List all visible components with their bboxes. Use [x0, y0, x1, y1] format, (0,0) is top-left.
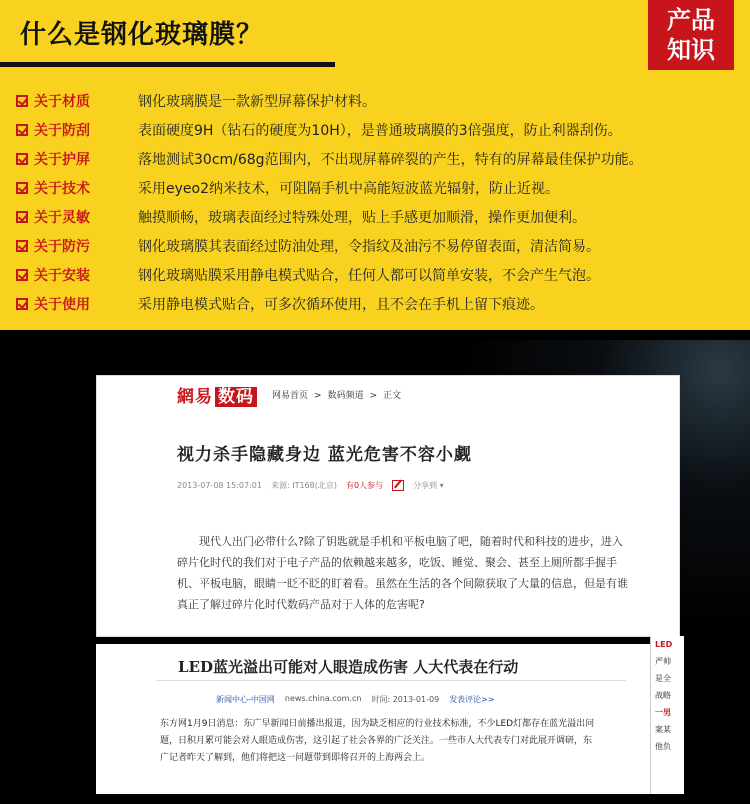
feature-text: 表面硬度9H（钻石的硬度为10H），是普通玻璃膜的3倍强度，防止利器刮伤。 [138, 122, 622, 139]
feature-row [16, 173, 736, 202]
sidebar-line: 严帅 [655, 657, 671, 666]
sidebar-line: 案某 [655, 725, 671, 734]
feature-row [16, 202, 736, 231]
article-title: 视力杀手隐藏身边 蓝光危害不容小觑 [177, 445, 472, 465]
feature-text: 采用静电模式贴合，可多次循环使用，且不会在手机上留下痕迹。 [138, 296, 544, 313]
share-button[interactable]: 分享到 ▾ [413, 481, 444, 490]
sidebar-line: 战略 [655, 691, 671, 700]
crumb-sep: > [369, 391, 378, 401]
clip-body: 东方网1月9日消息：东广早新闻日前播出报道，因为缺乏相应的行业技术标准，不少LED灯都存在蓝光溢出问题，日积月累可能会对人眼造成伤害，这引起了社会各界的广泛关注。一些市人大代表专门对此展开调研，东广记者昨天了解到，他们将把这一问题带到即将召开的上海两会上。 [160, 719, 595, 763]
feature-label: 关于材质 [34, 93, 90, 110]
site-header [177, 382, 404, 407]
article-paragraph: 现代人出门必带什么?除了钥匙就是手机和平板电脑了吧，随着时代和科技的进步，进入碎片化时代的我们对于电子产品的依赖越来越多，吃饭、睡觉、聚会、甚至上厕所都手握手机、平板电脑，眼睛一眨不眨的盯着看。虽然在生活的各个间隙获取了大量的信息，但是有谁真正了解过碎片化时代数码产品对于人体的危害呢? [177, 535, 628, 611]
title-underline [0, 62, 335, 67]
feature-text: 钢化玻璃膜其表面经过防油处理，令指纹及油污不易停留表面，清洁简易。 [138, 238, 600, 255]
feature-row [16, 115, 736, 144]
checkbox-icon [16, 182, 28, 194]
feature-row [16, 86, 736, 115]
participants-link[interactable]: 有0人参与 [345, 481, 384, 490]
article-date: 2013-07-08 15:07:01 [177, 481, 262, 490]
checkbox-icon [16, 211, 28, 223]
crumb-sep: > [314, 391, 322, 401]
news-clip-screenshot [96, 644, 680, 794]
site-logo[interactable] [177, 382, 257, 407]
feature-row [16, 144, 736, 173]
feature-text: 触摸顺畅，玻璃表面经过特殊处理，贴上手感更加顺滑，操作更加便利。 [138, 209, 586, 226]
checkbox-icon [16, 298, 28, 310]
crumb-home[interactable]: 网易首页 [272, 391, 309, 401]
clip-time: 时间: 2013-01-09 [371, 695, 440, 704]
feature-row [16, 231, 736, 260]
crumb-channel[interactable]: 数码频道 [327, 391, 364, 401]
edit-icon[interactable] [392, 480, 404, 491]
clip-domain: news.china.com.cn [284, 694, 362, 703]
crumb-current: 正文 [383, 391, 402, 401]
feature-list [16, 86, 736, 318]
checkbox-icon [16, 240, 28, 252]
feature-label: 关于技术 [34, 180, 90, 197]
feature-text: 落地测试30cm/68g范围内，不出现屏幕碎裂的产生，特有的屏幕最佳保护功能。 [138, 151, 643, 168]
feature-label: 关于防污 [34, 238, 90, 255]
logo-main: 網易 [177, 387, 213, 407]
sidebar-line: 他负 [655, 742, 671, 751]
sidebar-fragment [650, 636, 684, 794]
product-knowledge-panel [0, 0, 750, 330]
checkbox-icon [16, 124, 28, 136]
feature-label: 关于护屏 [34, 151, 90, 168]
feature-label: 关于灵敏 [34, 209, 90, 226]
divider [156, 680, 626, 681]
feature-text: 钢化玻璃贴膜采用静电模式贴合，任何人都可以简单安装，不会产生气泡。 [138, 267, 600, 284]
feature-text: 钢化玻璃膜是一款新型屏幕保护材料。 [138, 93, 376, 110]
feature-text: 采用eyeo2纳米技术，可阻隔手机中高能短波蓝光辐射，防止近视。 [138, 180, 559, 197]
product-knowledge-badge [648, 0, 734, 70]
badge-line-1: 产品 [667, 6, 715, 34]
logo-digi: 数码 [215, 387, 257, 407]
article-meta [177, 480, 444, 491]
sidebar-line: LED [655, 640, 673, 649]
news-article-screenshot [96, 375, 680, 637]
sidebar-line: 是全 [655, 674, 671, 683]
feature-row [16, 260, 736, 289]
clip-title: LED蓝光溢出可能对人眼造成伤害 人大代表在行动 [178, 658, 519, 676]
panel-title: 什么是钢化玻璃膜？ [20, 20, 264, 50]
checkbox-icon [16, 269, 28, 281]
article-source: 来源: IT168(北京) [270, 481, 337, 490]
feature-label: 关于使用 [34, 296, 90, 313]
checkbox-icon [16, 153, 28, 165]
comment-link[interactable]: 发表评论>> [449, 695, 495, 704]
clip-source[interactable]: 新闻中心-中国网 [216, 695, 275, 704]
checkbox-icon [16, 95, 28, 107]
breadcrumb [269, 388, 404, 401]
feature-row [16, 289, 736, 318]
feature-label: 关于安装 [34, 267, 90, 284]
badge-line-2: 知识 [667, 36, 715, 64]
feature-label: 关于防刮 [34, 122, 90, 139]
sidebar-line: 一男 [655, 708, 671, 717]
clip-meta [216, 694, 495, 705]
